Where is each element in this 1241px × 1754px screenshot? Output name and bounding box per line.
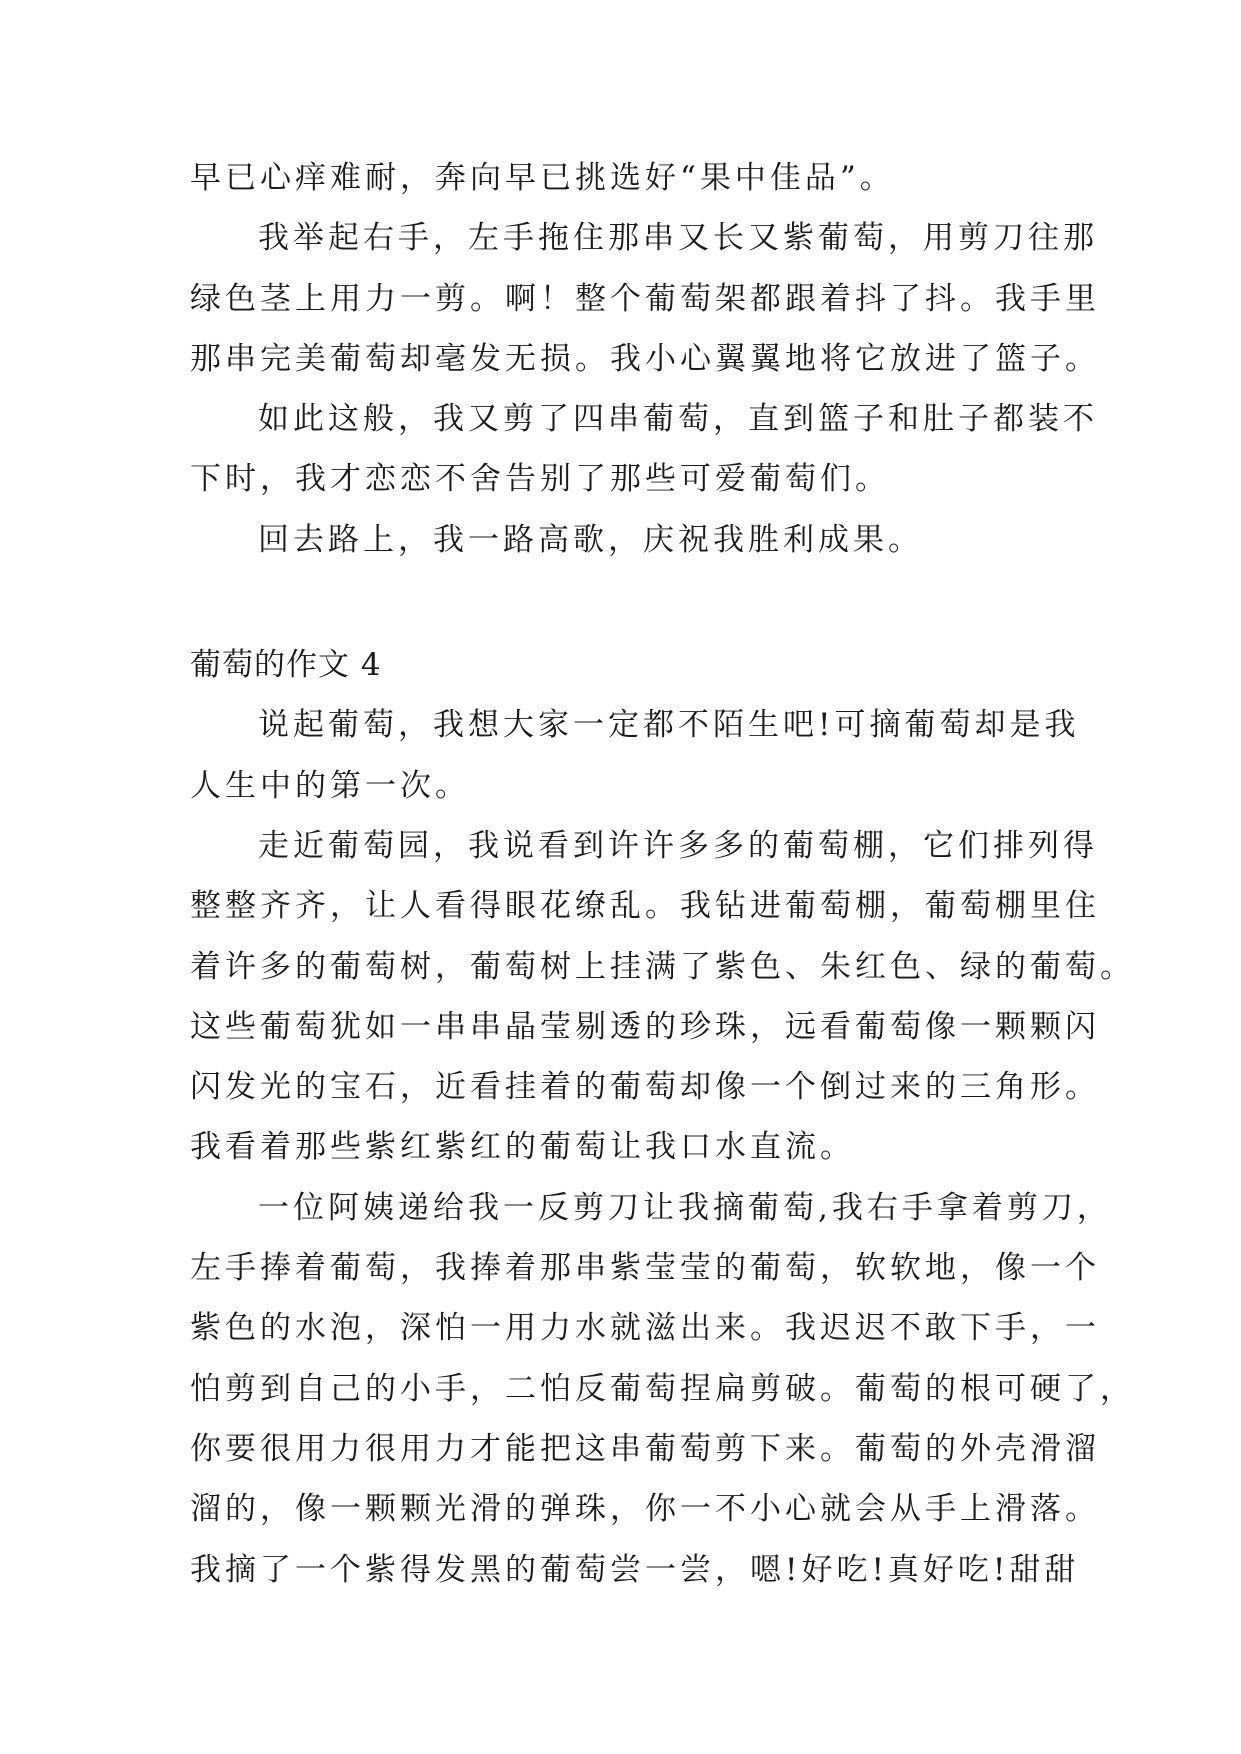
text-line: 闪发光的宝石，近看挂着的葡萄却像一个倒过来的三角形。	[190, 1069, 1100, 1106]
text-line: 如此这般，我又剪了四串葡萄，直到篮子和肚子都装不	[258, 401, 1098, 438]
text-line: 早已心痒难耐，奔向早已挑选好“果中佳品”。	[190, 160, 895, 196]
text-line: 绿色茎上用力一剪。啊！整个葡萄架都跟着抖了抖。我手里	[190, 280, 1100, 317]
text-line: 那串完美葡萄却毫发无损。我小心翼翼地将它放进了篮子。	[190, 340, 1100, 377]
text-line: 人生中的第一次。	[190, 767, 470, 804]
section-continuation	[190, 148, 1100, 570]
text-line: 说起葡萄，我想大家一定都不陌生吧!可摘葡萄却是我	[258, 707, 1080, 744]
text-line: 这些葡萄犹如一串串晶莹剔透的珍珠，远看葡萄像一颗颗闪	[190, 1008, 1100, 1045]
section-essay-4	[190, 695, 1135, 1599]
essay-heading: 葡萄的作文 4	[190, 647, 382, 684]
text-line: 溜的，像一颗颗光滑的弹珠，你一不小心就会从手上滑落。	[190, 1491, 1100, 1528]
text-line: 回去路上，我一路高歌，庆祝我胜利成果。	[258, 521, 923, 558]
text-line: 走近葡萄园，我说看到许许多多的葡萄棚，它们排列得	[258, 827, 1098, 864]
text-line: 一位阿姨递给我一反剪刀让我摘葡萄,我右手拿着剪刀，	[258, 1189, 1112, 1226]
text-line: 我看着那些紫红紫红的葡萄让我口水直流。	[190, 1129, 855, 1166]
text-line: 着许多的葡萄树，葡萄树上挂满了紫色、朱红色、绿的葡萄。	[190, 948, 1135, 985]
text-line: 紫色的水泡，深怕一用力水就滋出来。我迟迟不敢下手，一	[190, 1310, 1100, 1347]
text-line: 下时，我才恋恋不舍告别了那些可爱葡萄们。	[190, 461, 890, 498]
text-line: 整整齐齐，让人看得眼花缭乱。我钻进葡萄棚，葡萄棚里住	[190, 888, 1100, 925]
document-body	[190, 148, 1135, 1600]
text-line: 我举起右手，左手拖住那串又长又紫葡萄，用剪刀往那	[258, 220, 1098, 257]
text-line: 我摘了一个紫得发黑的葡萄尝一尝，嗯!好吃!真好吃!甜甜	[190, 1551, 1080, 1588]
text-line: 左手捧着葡萄，我捧着那串紫莹莹的葡萄，软软地，像一个	[190, 1250, 1100, 1287]
text-line: 怕剪到自己的小手，二怕反葡萄捏扁剪破。葡萄的根可硬了，	[190, 1370, 1135, 1407]
text-line: 你要很用力很用力才能把这串葡萄剪下来。葡萄的外壳滑溜	[190, 1430, 1100, 1467]
section-gap	[190, 570, 1060, 635]
